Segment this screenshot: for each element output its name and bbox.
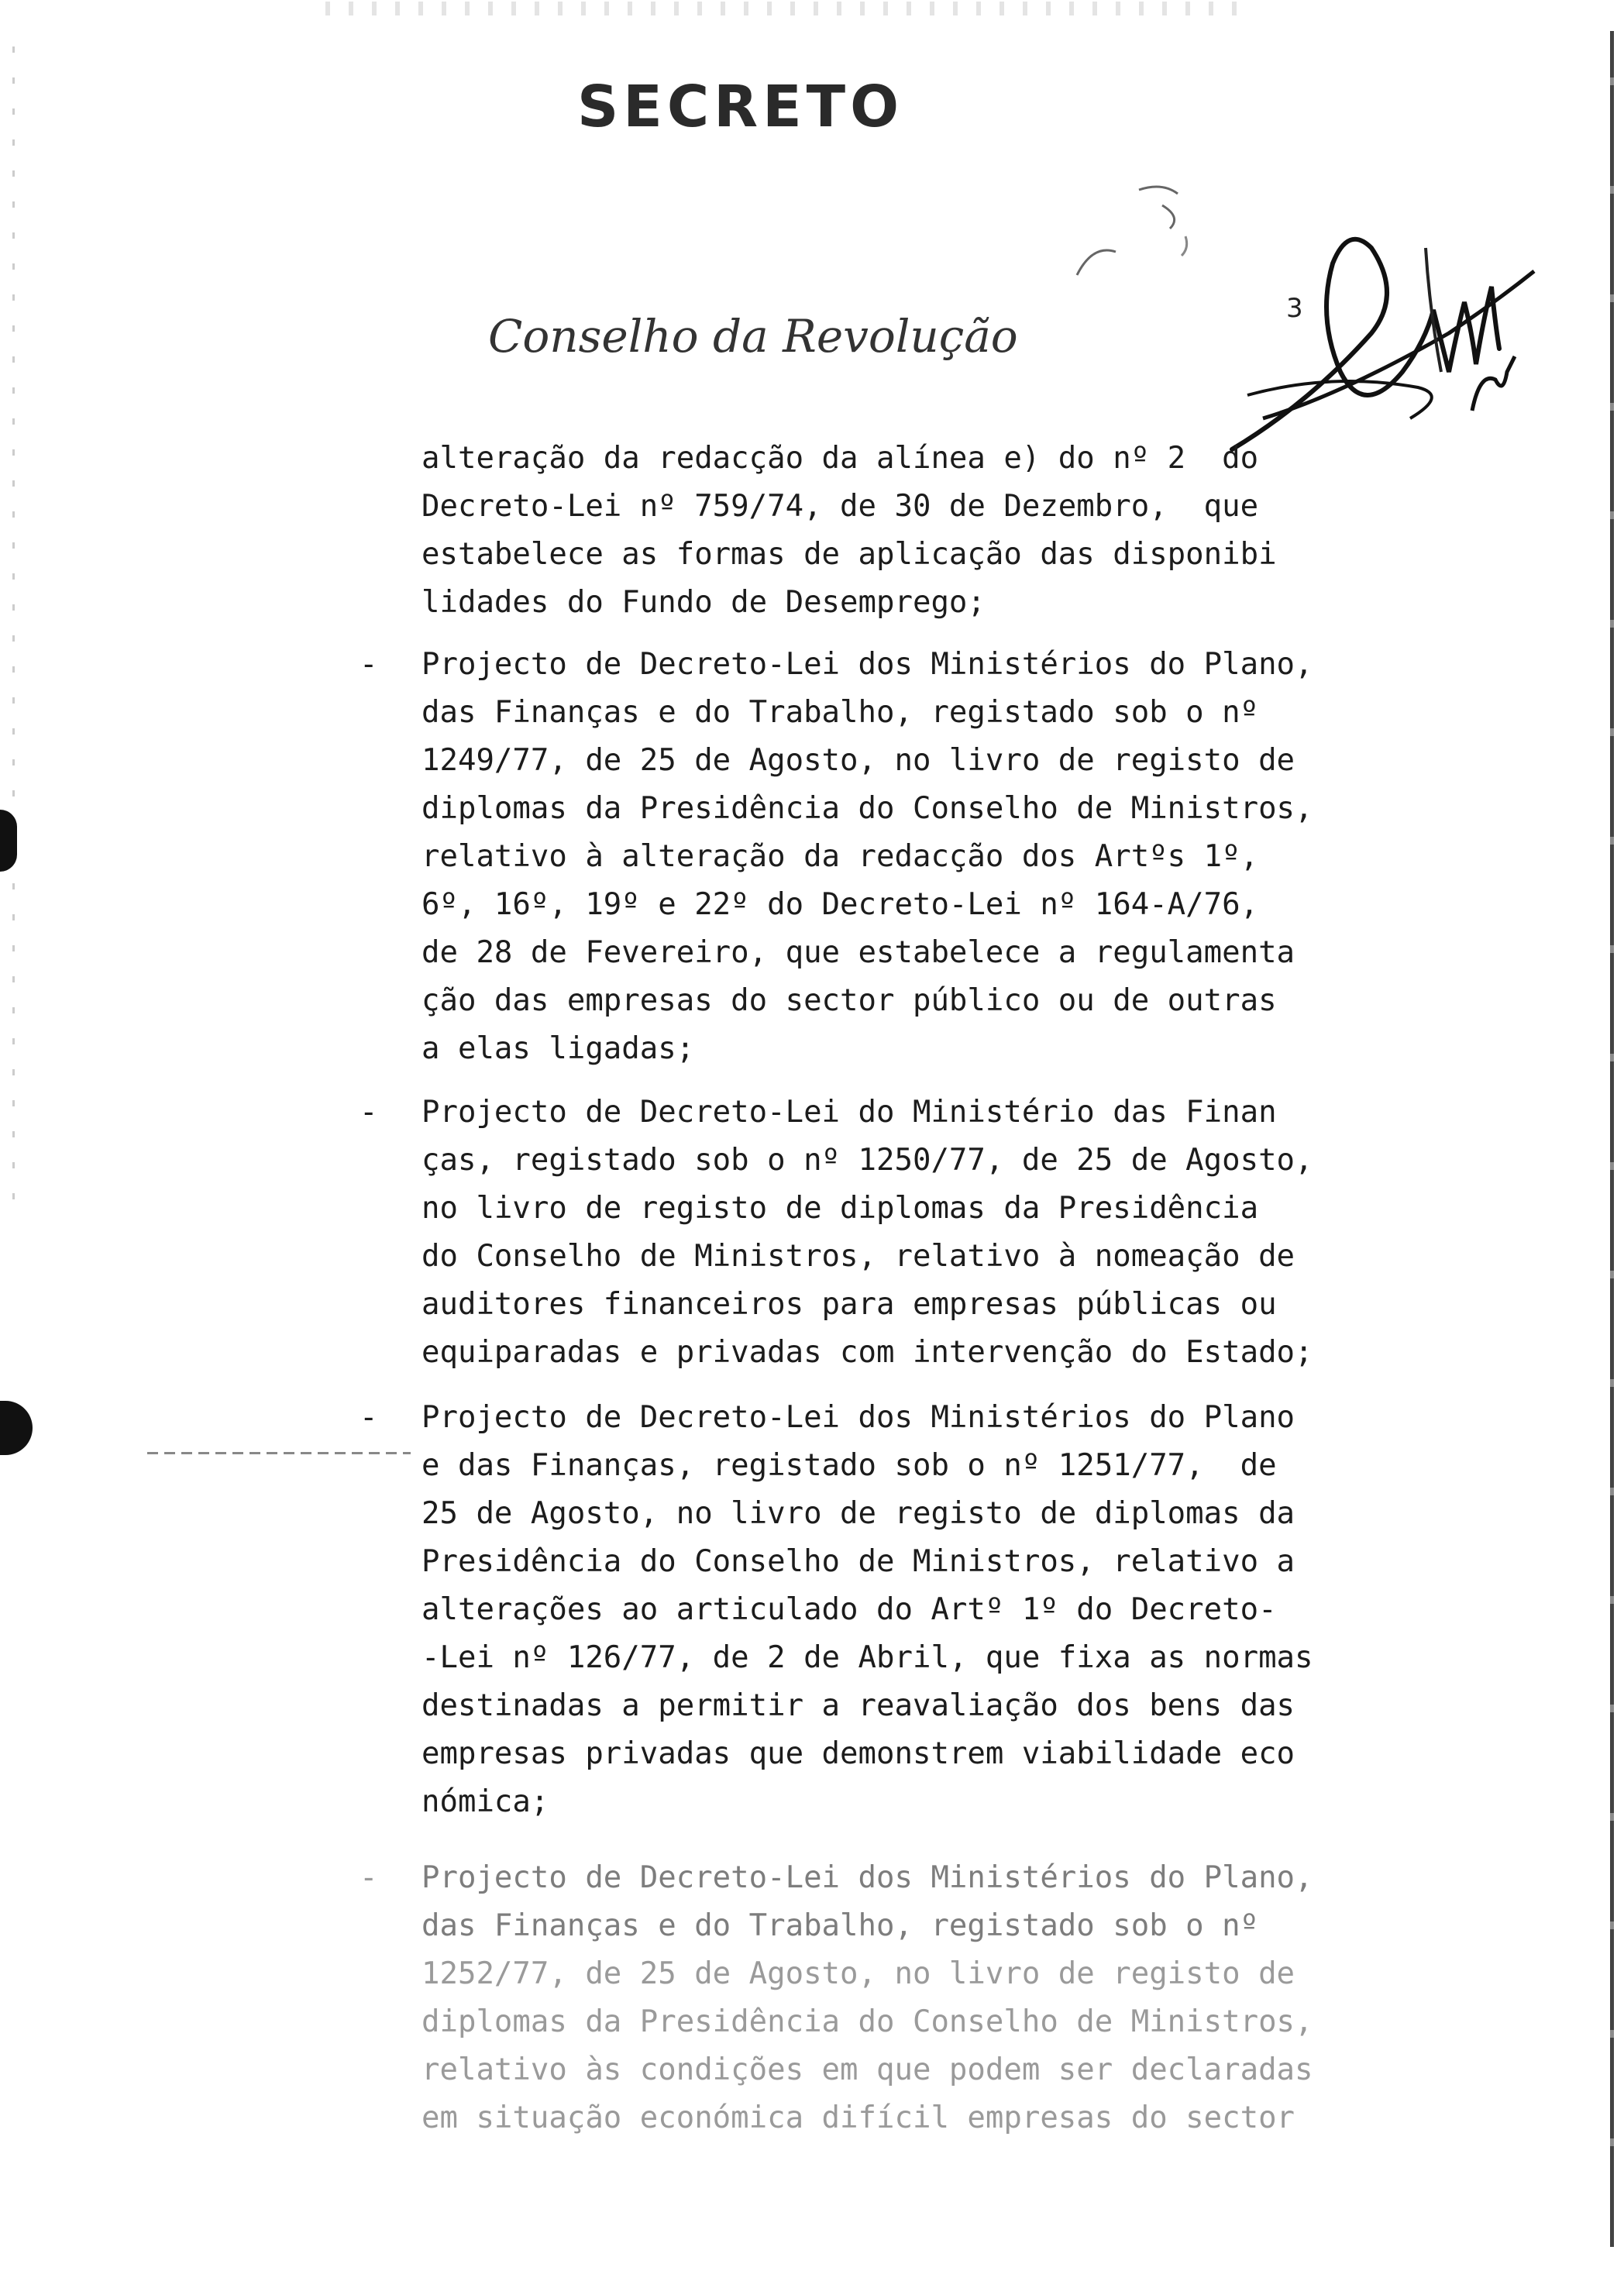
text-line: empresas privadas que demonstrem viabilidade eco xyxy=(421,1736,1295,1771)
text-line: Projecto de Decreto-Lei dos Ministérios do Plano xyxy=(421,1400,1295,1435)
bullet-dash: - xyxy=(360,1095,378,1130)
text-line: das Finanças e do Trabalho, registado sob o nº xyxy=(421,695,1259,730)
text-line: diplomas da Presidência do Conselho de Ministros, xyxy=(421,2004,1313,2039)
text-line: 1249/77, de 25 de Agosto, no livro de registo de xyxy=(421,743,1295,778)
text-line: Decreto-Lei nº 759/74, de 30 de Dezembro, que xyxy=(421,489,1259,524)
text-line: equiparadas e privadas com intervenção do Estado; xyxy=(421,1335,1313,1370)
text-line: 6º, 16º, 19º e 22º do Decreto-Lei nº 164-A/76, xyxy=(421,887,1259,922)
text-line: relativo às condições em que podem ser declaradas xyxy=(421,2052,1313,2087)
bullet-dash: - xyxy=(360,1400,378,1435)
text-line: e das Finanças, registado sob o nº 1251/77, de xyxy=(421,1448,1277,1483)
text-line: em situação económica difícil empresas do sector xyxy=(421,2100,1295,2135)
text-line: Projecto de Decreto-Lei dos Ministérios do Plano, xyxy=(421,647,1313,682)
text-line: nómica; xyxy=(421,1784,549,1819)
text-line: diplomas da Presidência do Conselho de Ministros, xyxy=(421,791,1313,826)
text-line: das Finanças e do Trabalho, registado sob o nº xyxy=(421,1908,1259,1943)
text-line: de 28 de Fevereiro, que estabelece a regulamenta xyxy=(421,935,1295,970)
text-line: estabelece as formas de aplicação das disponibi xyxy=(421,537,1277,572)
text-line: -Lei nº 126/77, de 2 de Abril, que fixa as normas xyxy=(421,1640,1313,1675)
text-line: alteração da redacção da alínea e) do nº 2 do xyxy=(421,441,1259,476)
text-line: 1252/77, de 25 de Agosto, no livro de registo de xyxy=(421,1956,1295,1991)
text-line: no livro de registo de diplomas da Presidência xyxy=(421,1191,1259,1226)
text-line: relativo à alteração da redacção dos Artºs 1º, xyxy=(421,839,1259,874)
text-line: do Conselho de Ministros, relativo à nomeação de xyxy=(421,1239,1295,1274)
text-line: auditores financeiros para empresas públicas ou xyxy=(421,1287,1277,1322)
letterhead: Conselho da Revolução xyxy=(488,310,1018,363)
bullet-dash: - xyxy=(360,1860,378,1895)
text-line: 25 de Agosto, no livro de registo de diplomas da xyxy=(421,1496,1295,1531)
text-line: a elas ligadas; xyxy=(421,1031,695,1066)
page-number: 3 xyxy=(1286,293,1303,324)
text-line: ças, registado sob o nº 1250/77, de 25 de Agosto, xyxy=(421,1143,1313,1178)
text-line: Projecto de Decreto-Lei dos Ministérios do Plano, xyxy=(421,1860,1313,1895)
text-line: Presidência do Conselho de Ministros, relativo a xyxy=(421,1544,1295,1579)
text-line: destinadas a permitir a reavaliação dos bens das xyxy=(421,1688,1295,1723)
text-line: Projecto de Decreto-Lei do Ministério das Finan xyxy=(421,1095,1277,1130)
text-line: alterações ao articulado do Artº 1º do Decreto- xyxy=(421,1592,1277,1627)
text-line: ção das empresas do sector público ou de outras xyxy=(421,983,1277,1018)
text-line: lidades do Fundo de Desemprego; xyxy=(421,585,986,620)
bullet-dash: - xyxy=(360,647,378,682)
classification-stamp: SECRETO xyxy=(577,74,904,140)
